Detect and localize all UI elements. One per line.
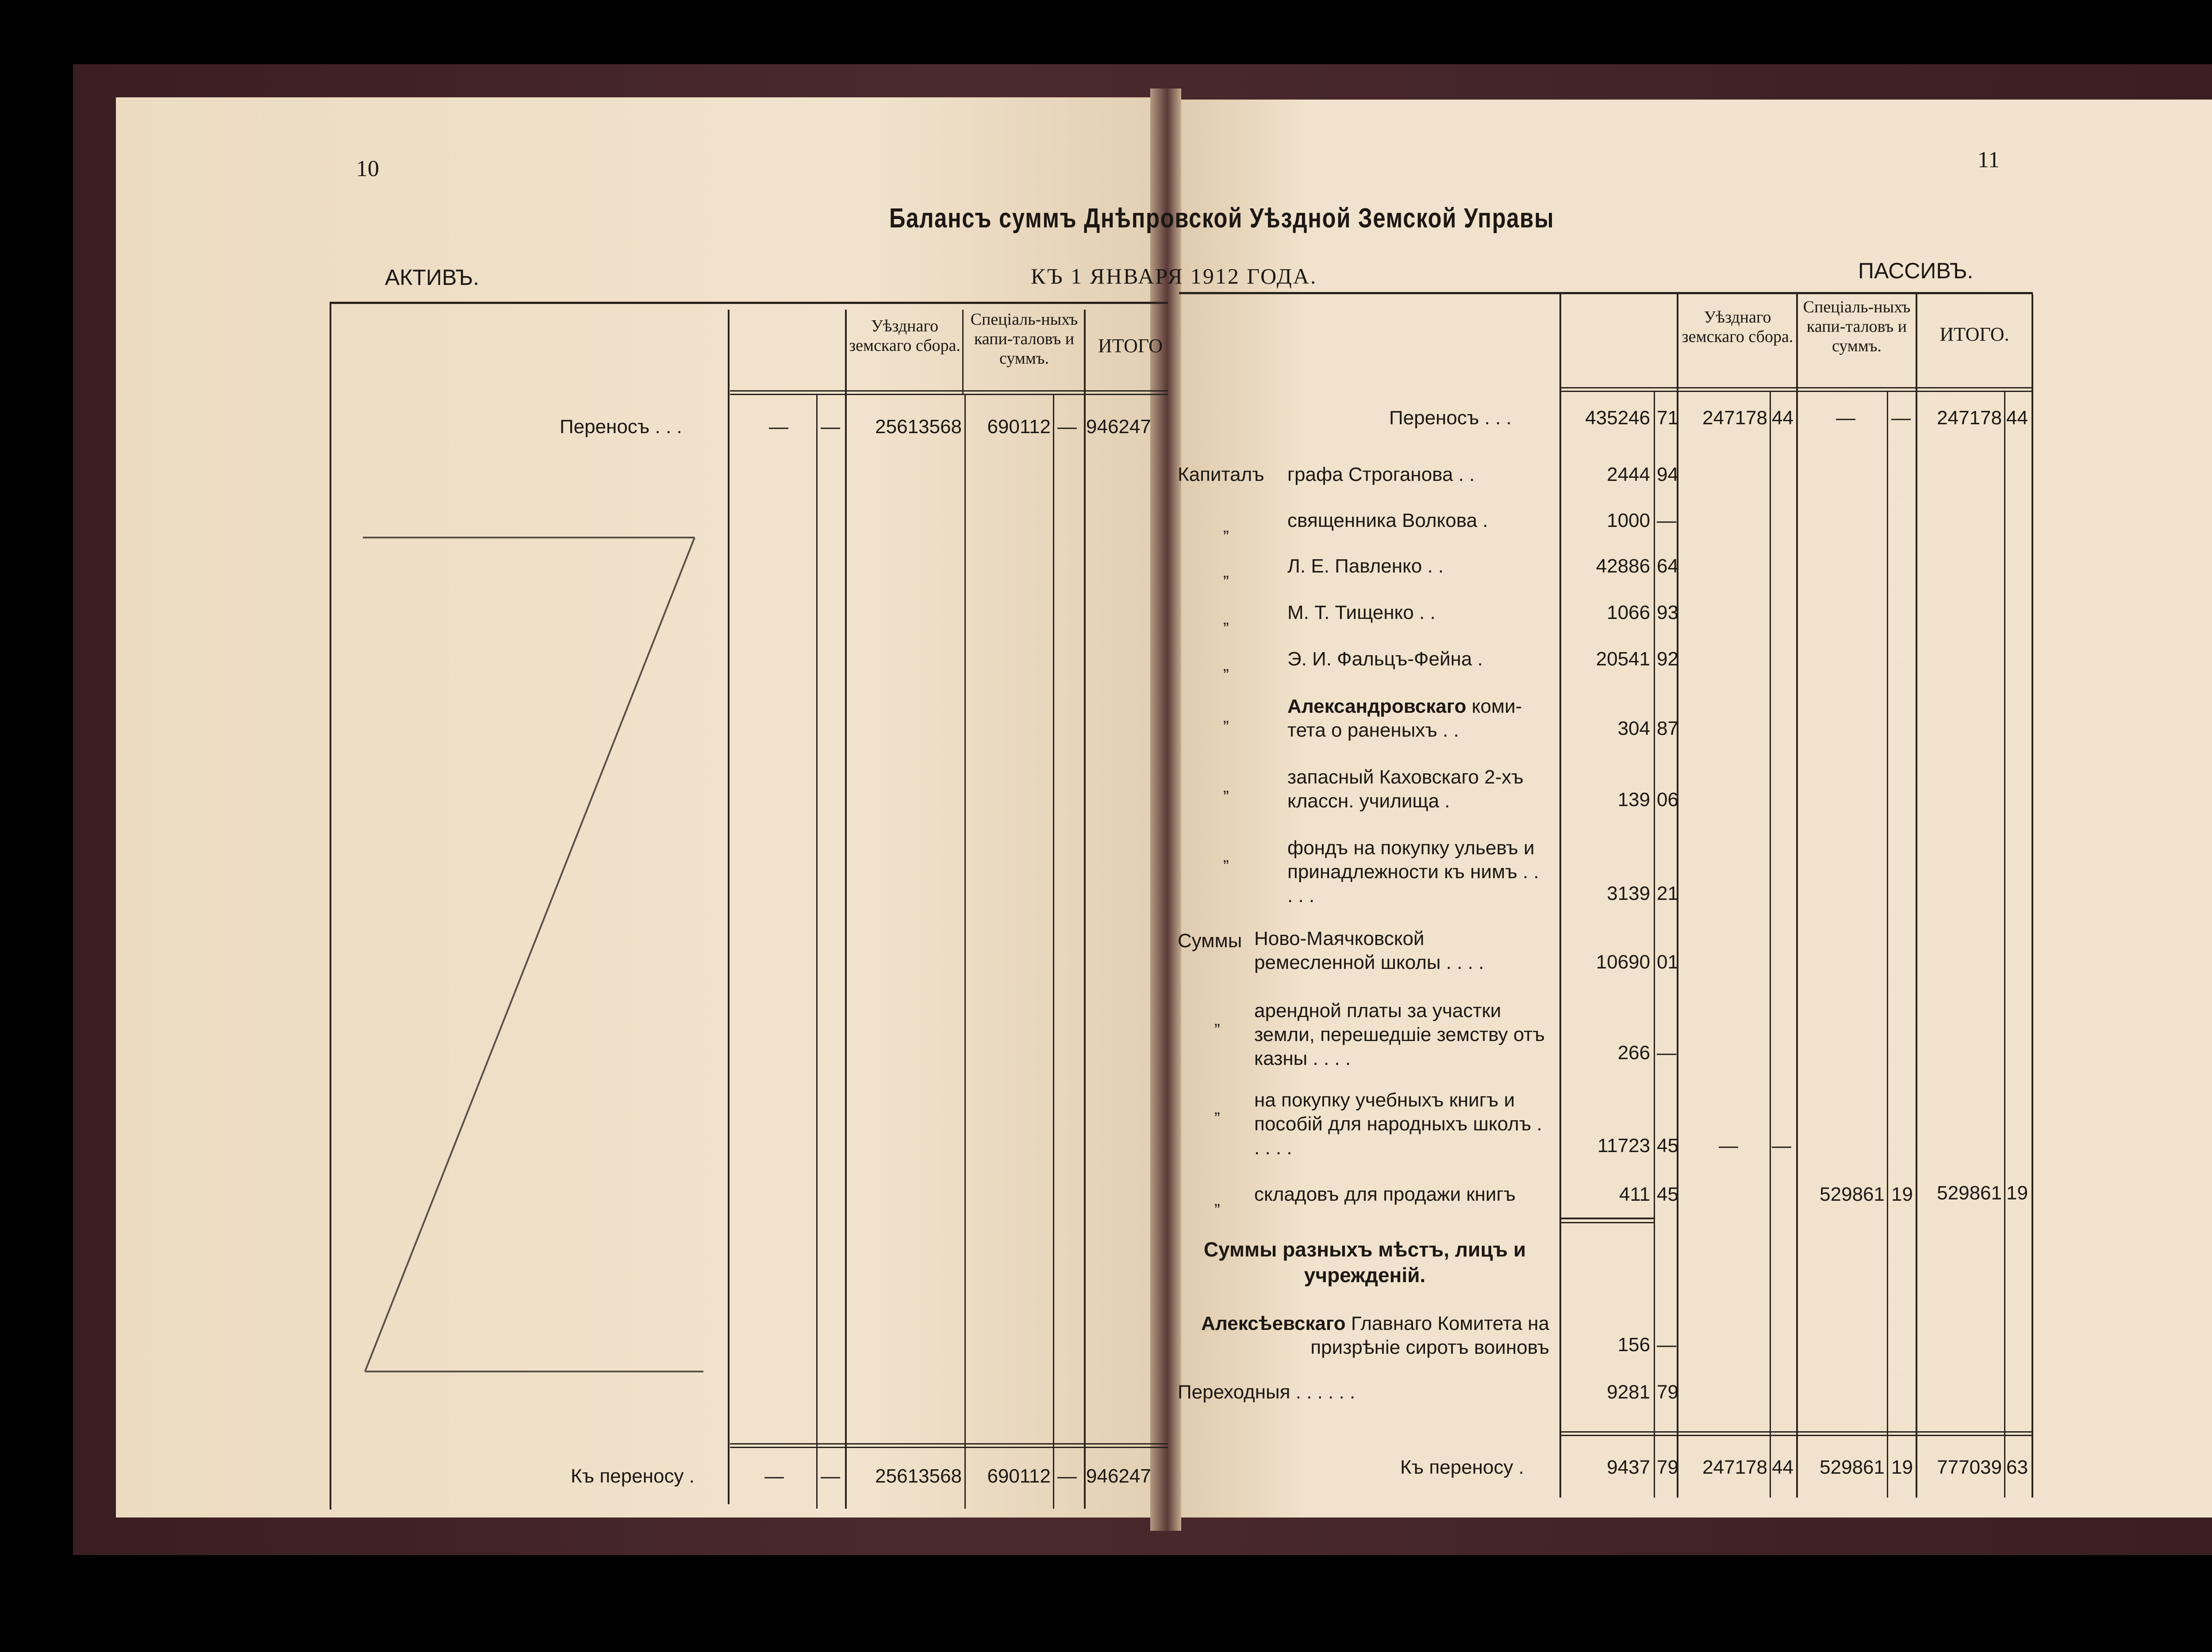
right-carry-in-amount-kop: 71 <box>1657 407 1678 429</box>
right-header-uezd: Уѣзднаго земскаго сбора. <box>1682 308 1793 346</box>
left-carry-in-c1: — <box>769 416 788 438</box>
row-kop: 64 <box>1657 555 1678 577</box>
transit-amount: 9281 <box>1607 1381 1650 1403</box>
row-kop: 21 <box>1657 883 1678 904</box>
row-uezd: — <box>1719 1135 1738 1156</box>
left-header-total: ИТОГО <box>1098 335 1163 357</box>
row-prefix: „ <box>1223 778 1229 796</box>
right-header-total: ИТОГО. <box>1939 323 2009 345</box>
right-carry-out-total: 777039 <box>1937 1456 2002 1478</box>
right-col-divider <box>1887 392 1888 1498</box>
right-side-label: ПАССИВЪ. <box>1858 258 1974 283</box>
right-col-divider <box>1559 294 1561 1498</box>
row-label: фондъ на покупку ульевъ и принадлежности къ нимъ . . . . . <box>1287 837 1539 907</box>
left-col-divider <box>962 310 964 394</box>
right-page-number: 11 <box>1978 147 2000 173</box>
left-table-border <box>330 302 331 1510</box>
row-kop: 01 <box>1657 951 1678 973</box>
right-carry-out-uezd: 247178 <box>1702 1456 1767 1478</box>
left-carry-in-uezd-kop: 68 <box>940 416 962 438</box>
left-col-divider <box>1053 394 1054 1509</box>
left-carry-out-special-kop: — <box>1057 1465 1077 1487</box>
alekseev-label-block <box>1178 1312 1549 1360</box>
row-prefix: „ <box>1223 847 1229 866</box>
row-prefix: „ <box>1223 610 1229 628</box>
right-carry-out-special-kop: 19 <box>1891 1456 1913 1478</box>
row-prefix: „ <box>1223 656 1229 675</box>
right-carry-out-amount-kop: 79 <box>1657 1456 1678 1478</box>
row-special: 529861 <box>1820 1183 1885 1205</box>
right-carry-out-label: Къ переносу . <box>1400 1456 1524 1478</box>
left-bottom-rule <box>730 1443 1168 1445</box>
row-kop: 93 <box>1657 602 1678 623</box>
left-table-top-rule <box>330 302 1168 304</box>
left-carry-out-uezd-kop: 68 <box>940 1465 962 1487</box>
right-subtotal-rule-2 <box>1559 1222 1655 1223</box>
row-label-bold: Александровскаго <box>1287 695 1467 717</box>
right-carry-out-special: 529861 <box>1820 1456 1885 1478</box>
row-kop: 45 <box>1657 1135 1678 1156</box>
right-header-special: Спеціаль-ныхъ капи-таловъ и суммъ. <box>1803 298 1911 355</box>
left-carry-in-c1k: — <box>821 416 840 438</box>
left-header-rule-2 <box>730 394 1168 395</box>
right-table-border <box>2032 294 2033 1498</box>
row-amount: 2444 <box>1607 464 1650 485</box>
left-header-special: Спеціаль-ныхъ капи-таловъ и суммъ. <box>970 310 1078 368</box>
row-label: запасный Каховскаго 2-хъ классн. училища . <box>1287 766 1524 812</box>
left-col-divider <box>845 310 847 1509</box>
right-carry-in-amount: 435246 <box>1585 407 1650 429</box>
row-label: Э. И. Фальцъ-Фейна . <box>1287 648 1483 670</box>
right-carry-in-special: — <box>1836 407 1855 429</box>
left-carry-in-special-kop: — <box>1057 416 1077 438</box>
row-label: графа Строганова . . <box>1287 464 1475 485</box>
row-label: коми-тета о раненыхъ . . <box>1287 695 1522 741</box>
row-kop: — <box>1657 510 1676 531</box>
alekseev-kop: — <box>1657 1334 1676 1356</box>
left-carry-out-c1k: — <box>821 1465 840 1487</box>
row-uezd-kop: — <box>1772 1135 1791 1156</box>
alekseev-label-bold: Алексѣевскаго <box>1201 1313 1346 1334</box>
row-label: на покупку учебныхъ книгъ и пособій для народныхъ школъ . . . . . <box>1254 1089 1542 1159</box>
row-prefix: Капиталъ <box>1178 464 1264 485</box>
row-prefix: „ <box>1214 1191 1220 1210</box>
date-subtitle: КЪ 1 ЯНВАРЯ 1912 ГОДА. <box>1031 264 1317 288</box>
row-label: священника Волкова . <box>1287 510 1488 531</box>
alekseev-label: Главнаго Комитета на призрѣніе сиротъ воиновъ <box>1310 1313 1549 1358</box>
right-carry-in-total-kop: 44 <box>2006 407 2028 429</box>
left-bottom-rule-2 <box>730 1447 1168 1448</box>
row-label: Ново-Маячковской ремесленной школы . . . . <box>1254 928 1484 973</box>
row-amount: 1000 <box>1607 510 1650 531</box>
right-carry-in-special-kop: — <box>1891 407 1911 429</box>
row-prefix: „ <box>1223 563 1229 581</box>
right-subtotal-rule <box>1559 1218 1655 1219</box>
right-carry-out-total-kop: 63 <box>2006 1456 2028 1478</box>
row-amount: 11723 <box>1597 1135 1650 1156</box>
transit-kop: 79 <box>1657 1381 1678 1403</box>
left-carry-in-label: Переносъ . . . <box>560 416 682 438</box>
row-prefix: „ <box>1214 1011 1220 1030</box>
left-header-rule <box>730 390 1168 392</box>
row-prefix: „ <box>1223 708 1229 726</box>
right-carry-in-uezd-kop: 44 <box>1772 407 1793 429</box>
row-amount: 42886 <box>1596 555 1650 577</box>
row-prefix: „ <box>1223 518 1229 536</box>
row-prefix: Суммы <box>1178 930 1242 952</box>
left-col-divider <box>1084 310 1086 1509</box>
row-amount: 10690 <box>1596 951 1650 973</box>
row-total-kop: 19 <box>2006 1182 2028 1204</box>
right-col-divider <box>1654 392 1655 1498</box>
row-label: складовъ для продажи книгъ <box>1254 1183 1516 1205</box>
right-carry-in-label: Переносъ . . . <box>1389 407 1512 429</box>
right-carry-in-uezd: 247178 <box>1702 407 1767 429</box>
row-kop: 94 <box>1657 464 1678 485</box>
right-col-divider <box>2004 392 2005 1498</box>
row-special-kop: 19 <box>1891 1183 1913 1205</box>
left-col-divider <box>816 394 818 1509</box>
section-heading: Суммы разныхъ мѣстъ, лицъ и учрежденій. <box>1203 1238 1526 1287</box>
row-prefix: „ <box>1214 1099 1220 1118</box>
right-carry-in-total: 247178 <box>1937 407 2002 429</box>
cancellation-z-mark <box>354 531 708 1394</box>
right-col-divider <box>1796 294 1798 1498</box>
row-kop: — <box>1657 1042 1676 1064</box>
left-carry-out-special: 690112 <box>987 1465 1051 1487</box>
left-header-uezd: Уѣзднаго земскаго сбора. <box>849 317 960 355</box>
right-col-divider <box>1770 392 1771 1498</box>
row-amount: 20541 <box>1596 648 1650 670</box>
transit-label: Переходныя . . . . . . <box>1178 1381 1356 1403</box>
left-carry-in-total: 946247 <box>1086 416 1151 438</box>
alekseev-amount: 156 <box>1617 1334 1650 1356</box>
row-kop: 92 <box>1657 648 1678 670</box>
right-col-divider <box>1916 294 1917 1498</box>
row-label: М. Т. Тищенко . . <box>1287 602 1436 623</box>
row-label: арендной платы за участки земли, перешедшіе земству отъ казны . . . . <box>1254 1000 1545 1069</box>
right-table-top-rule <box>1179 292 2033 294</box>
right-carry-out-uezd-kop: 44 <box>1772 1456 1793 1478</box>
row-total: 529861 <box>1937 1182 2002 1204</box>
row-amount: 139 <box>1617 789 1650 811</box>
left-carry-out-uezd: 256135 <box>875 1465 940 1487</box>
row-amount: 1066 <box>1607 602 1650 623</box>
left-carry-in-special: 690112 <box>987 416 1051 438</box>
left-col-divider <box>964 394 966 1509</box>
left-carry-in-uezd: 256135 <box>875 416 940 438</box>
row-kop: 06 <box>1657 789 1678 811</box>
row-amount: 304 <box>1617 718 1650 739</box>
left-carry-out-total: 946247 <box>1086 1465 1151 1487</box>
row-amount: 3139 <box>1607 883 1650 904</box>
left-carry-out-label: Къ переносу . <box>571 1465 695 1487</box>
left-side-label: АКТИВЪ. <box>385 265 479 290</box>
row-label-block <box>1287 695 1548 742</box>
row-kop: 45 <box>1657 1183 1678 1205</box>
book-gutter <box>1150 88 1181 1531</box>
left-page-number: 10 <box>356 156 379 181</box>
right-carry-out-amount: 9437 <box>1607 1456 1650 1478</box>
left-carry-out-c1: — <box>764 1465 784 1487</box>
page-title: Балансъ суммъ Днѣпровской Уѣздной Земской Управы <box>889 203 1555 234</box>
row-amount: 411 <box>1619 1183 1650 1205</box>
row-label: Л. Е. Павленко . . <box>1287 555 1444 577</box>
row-amount: 266 <box>1617 1042 1650 1064</box>
left-col-divider <box>728 310 730 1504</box>
row-kop: 87 <box>1657 718 1678 739</box>
